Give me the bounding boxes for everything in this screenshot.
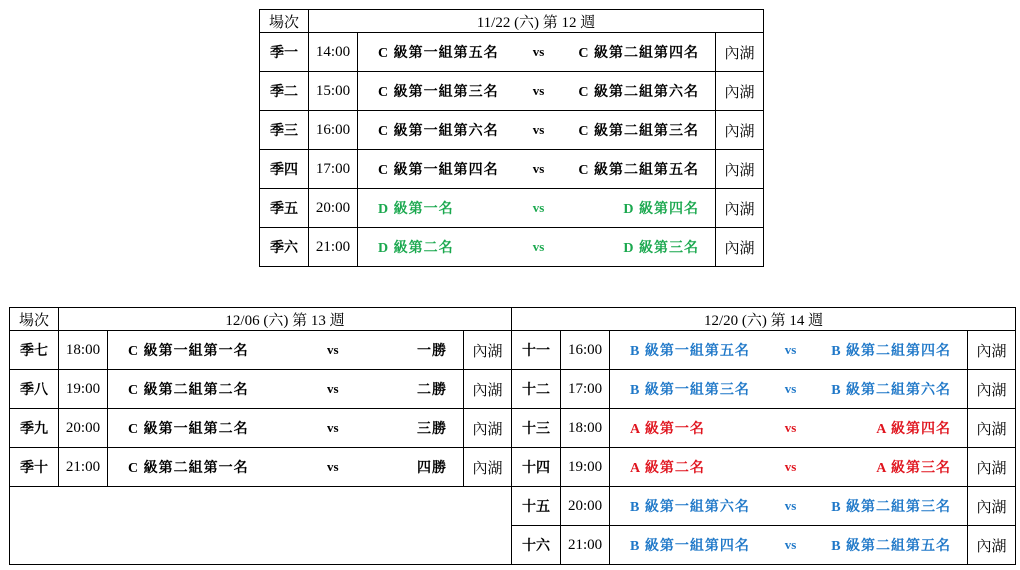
home-team: C 級第二組第一名 [128, 461, 249, 476]
match-time: 17:00 [309, 150, 358, 189]
venue: 內湖 [968, 526, 1016, 565]
match-time: 18:00 [561, 409, 610, 448]
matchup [610, 448, 968, 487]
match-row [260, 72, 764, 111]
away-team: B 級第二組第四名 [831, 344, 952, 359]
matchup [108, 409, 464, 448]
venue: 內湖 [464, 409, 512, 448]
match-code: 季二 [260, 72, 309, 111]
match-code: 季十 [10, 448, 59, 487]
venue: 內湖 [716, 228, 764, 267]
match-time: 21:00 [561, 526, 610, 565]
schedule-table-week-12 [259, 9, 764, 267]
vs-label: vs [327, 342, 339, 357]
home-team: B 級第一組第五名 [630, 344, 750, 359]
home-team: C 級第一組第四名 [378, 163, 499, 178]
match-code: 十一 [512, 331, 561, 370]
matchup [358, 228, 716, 267]
column-label: 場次 [10, 308, 59, 331]
matchup [358, 33, 716, 72]
vs-label: vs [532, 239, 545, 254]
match-time: 17:00 [561, 370, 610, 409]
match-row [260, 150, 764, 189]
match-row [10, 331, 1016, 370]
venue: 內湖 [464, 370, 512, 409]
match-code: 季一 [260, 33, 309, 72]
matchup [358, 189, 716, 228]
matchup [610, 487, 968, 526]
home-team: C 級第一組第三名 [378, 85, 499, 100]
home-team: A 級第二名 [630, 461, 705, 476]
home-team: C 級第一組第一名 [128, 344, 249, 359]
home-team: A 級第一名 [630, 422, 705, 437]
match-code: 十六 [512, 526, 561, 565]
match-time: 14:00 [309, 33, 358, 72]
away-team: 四勝 [417, 461, 447, 476]
empty-cell [10, 487, 512, 565]
date-label: 11/22 (六) 第 12 週 [309, 10, 764, 33]
schedule-table-weeks-13-14 [9, 307, 1016, 565]
venue: 內湖 [968, 448, 1016, 487]
match-time: 18:00 [59, 331, 108, 370]
vs-label: vs [784, 498, 797, 513]
away-team: C 級第二組第六名 [578, 85, 699, 100]
match-code: 十四 [512, 448, 561, 487]
home-team: B 級第一組第四名 [630, 539, 750, 554]
away-team: B 級第二組第六名 [831, 383, 952, 398]
match-row [260, 33, 764, 72]
match-row [10, 370, 1016, 409]
venue: 內湖 [968, 487, 1016, 526]
table-header-row [260, 10, 764, 33]
venue: 內湖 [716, 189, 764, 228]
match-time: 21:00 [59, 448, 108, 487]
matchup [358, 72, 716, 111]
match-row [10, 409, 1016, 448]
home-team: B 級第一組第三名 [630, 383, 750, 398]
match-time: 21:00 [309, 228, 358, 267]
match-row [260, 189, 764, 228]
away-team: 二勝 [417, 383, 447, 398]
vs-label: vs [327, 381, 339, 396]
matchup [108, 370, 464, 409]
vs-label: vs [532, 200, 545, 215]
home-team: C 級第一組第五名 [378, 46, 499, 61]
match-code: 季八 [10, 370, 59, 409]
column-label: 場次 [260, 10, 309, 33]
matchup [610, 526, 968, 565]
match-code: 季三 [260, 111, 309, 150]
match-code: 季七 [10, 331, 59, 370]
vs-label: vs [327, 459, 339, 474]
match-time: 20:00 [59, 409, 108, 448]
match-code: 十三 [512, 409, 561, 448]
away-team: D 級第四名 [623, 202, 699, 217]
table-header-row [10, 308, 1016, 331]
vs-label: vs [532, 122, 545, 137]
home-team: C 級第一組第六名 [378, 124, 499, 139]
matchup [358, 111, 716, 150]
away-team: 一勝 [417, 344, 447, 359]
away-team: C 級第二組第四名 [578, 46, 699, 61]
home-team: D 級第一名 [378, 202, 454, 217]
match-row [10, 487, 1016, 526]
venue: 內湖 [968, 370, 1016, 409]
vs-label: vs [784, 420, 797, 435]
match-time: 16:00 [561, 331, 610, 370]
away-team: B 級第二組第三名 [831, 500, 952, 515]
match-row [260, 111, 764, 150]
venue: 內湖 [716, 33, 764, 72]
match-code: 季六 [260, 228, 309, 267]
vs-label: vs [784, 459, 797, 474]
match-time: 19:00 [59, 370, 108, 409]
vs-label: vs [784, 537, 797, 552]
matchup [108, 331, 464, 370]
match-code: 季四 [260, 150, 309, 189]
vs-label: vs [532, 44, 545, 59]
date-label: 12/20 (六) 第 14 週 [512, 308, 1016, 331]
date-label: 12/06 (六) 第 13 週 [59, 308, 512, 331]
venue: 內湖 [464, 448, 512, 487]
match-row [260, 228, 764, 267]
away-team: A 級第三名 [876, 461, 952, 476]
away-team: A 級第四名 [876, 422, 952, 437]
matchup [610, 331, 968, 370]
matchup [108, 448, 464, 487]
venue: 內湖 [716, 72, 764, 111]
vs-label: vs [327, 420, 339, 435]
venue: 內湖 [716, 150, 764, 189]
matchup [610, 370, 968, 409]
venue: 內湖 [968, 331, 1016, 370]
vs-label: vs [532, 83, 545, 98]
match-code: 十五 [512, 487, 561, 526]
matchup [358, 150, 716, 189]
home-team: C 級第一組第二名 [128, 422, 249, 437]
home-team: C 級第二組第二名 [128, 383, 249, 398]
home-team: B 級第一組第六名 [630, 500, 750, 515]
match-code: 季五 [260, 189, 309, 228]
match-row [10, 448, 1016, 487]
away-team: D 級第三名 [623, 241, 699, 256]
away-team: C 級第二組第五名 [578, 163, 699, 178]
away-team: 三勝 [417, 422, 447, 437]
home-team: D 級第二名 [378, 241, 454, 256]
match-time: 16:00 [309, 111, 358, 150]
venue: 內湖 [968, 409, 1016, 448]
match-time: 19:00 [561, 448, 610, 487]
venue: 內湖 [716, 111, 764, 150]
match-code: 季九 [10, 409, 59, 448]
match-time: 20:00 [309, 189, 358, 228]
match-time: 20:00 [561, 487, 610, 526]
matchup [610, 409, 968, 448]
away-team: C 級第二組第三名 [578, 124, 699, 139]
away-team: B 級第二組第五名 [831, 539, 952, 554]
vs-label: vs [784, 381, 797, 396]
match-time: 15:00 [309, 72, 358, 111]
match-code: 十二 [512, 370, 561, 409]
vs-label: vs [532, 161, 545, 176]
venue: 內湖 [464, 331, 512, 370]
vs-label: vs [784, 342, 797, 357]
